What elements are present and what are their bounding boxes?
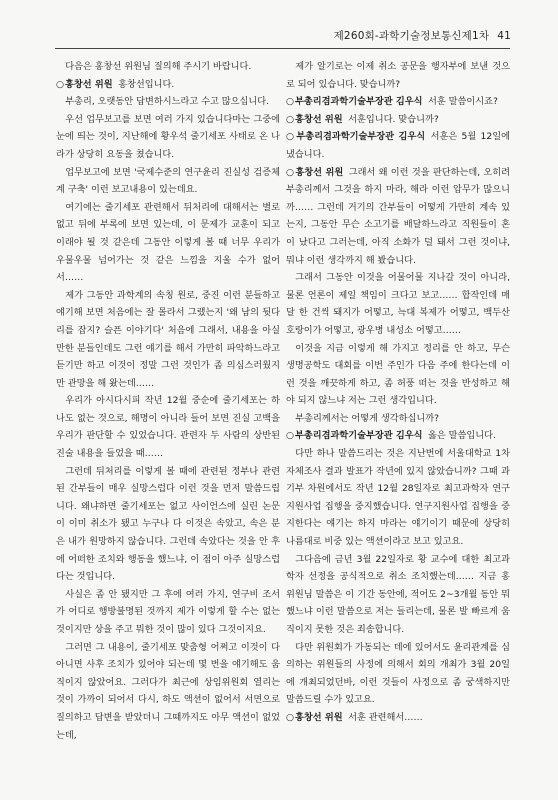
- paragraph-text: 우리가 아시다시피 작년 12월 중순에 줄기세포는 하나도 없는 것으로, 해명이 아니라 들어 보면 진실 고백을 우리가 판단할 수 있었습니다. 관련자 두 사람의 상반된 진술 내용을 들었을 때……: [56, 395, 280, 460]
- speech-text: 서훈 관련해서……: [348, 711, 423, 723]
- speaker-turn: [286, 93, 510, 111]
- speaker-name: 부총리겸과학기술부장관 김우식: [295, 430, 423, 442]
- speech-text: 서훈 말씀이시죠?: [428, 96, 498, 108]
- speaker-turn: [286, 164, 510, 270]
- speaker-name: 부총리겸과학기술부장관 김우식: [296, 131, 426, 143]
- speech-text: 그래서 왜 이런 것을 판단하는데, 오히려 부총리께서 그것을 하지 마라, 해라 이런 압무가 많으니까…… 그런데 거기의 간부들이 어떻게 가만히 계속 있는지, 그동안 무슨 소고기를 배달하느라고 직원들이 혼이 났다고 그러는데, 아직 소화가 덜 돼서 그런 것이냐, 뭐냐 이런 생각까지 해 봤습니다.: [286, 166, 510, 266]
- paragraph-text: 그다음에 금년 3월 22일자로 황 교수에 대한 최고과학자 선정을 공식적으로 취소 조치했는데…… 지금 홍 위원님 말씀은 이 기간 동안에, 적어도 2~3개월 동안 뭐 했느냐 이런 말씀으로 저는 들리는데, 물론 발 빠르게 움직이지 못한 것은 죄송합니다.: [286, 553, 510, 635]
- paragraph-text: 그래서 그동안 이것을 어물어물 지나갈 것이 아니라, 물론 언론이 제일 책임이 크다고 보고…… 합작인데 매달 한 건씩 돼지가 어떻고, 늑대 복제가 어떻고, 백두산 호랑이가 어떻고, 광우병 내성소 어떻고……: [286, 272, 510, 336]
- speaker-marker: ○: [286, 96, 295, 108]
- speaker-name: 홍창선 위원: [295, 113, 343, 125]
- paragraph-text: 부총리, 오랫동안 답변하시느라고 수고 많으십니다.: [65, 96, 270, 108]
- speaker-marker: ○: [56, 78, 65, 90]
- speaker-turn: [286, 128, 510, 163]
- left-column: [56, 58, 280, 744]
- paragraph-text: 업무보고에 보면 '국제수준의 연구윤리 진실성 검증체계 구축' 이런 보고내용이 있는데요.: [56, 166, 280, 196]
- paragraph-text: 이것을 지금 이렇게 해 가지고 정리를 안 하고, 무슨 생명공학도 대회를 이번 주인가 다음 주에 한다는데 이런 것을 깨끗하게 하고, 좀 허풍 떠는 것을 반성하고 해야 되지 않느냐 저는 그런 생각입니다.: [286, 342, 510, 407]
- speaker-marker: ○: [286, 166, 295, 178]
- speech-text: 옳은 말씀입니다.: [428, 430, 496, 442]
- paragraph: [56, 58, 280, 76]
- speaker-name: 홍창선 위원: [295, 166, 344, 178]
- page-header: [334, 28, 511, 43]
- paragraph-text: 다음은 홍창선 위원님 질의해 주시기 바랍니다.: [65, 61, 252, 72]
- right-column: [286, 58, 510, 727]
- paragraph: [286, 58, 510, 93]
- paragraph-text: 사실은 좀 안 됐지만 그 후에 여러 가지, 연구비 조서가 어디로 행방불명된 것까지 제가 이렇게 할 수는 없는 것이지만 상을 주고 뭐한 것이 많이 있다 그것이지요.: [56, 588, 280, 635]
- paragraph: [56, 164, 280, 199]
- speaker-marker: ○: [286, 113, 295, 125]
- paragraph: [286, 445, 510, 551]
- paragraph-text: 그런데 뒤처리를 이렇게 볼 때에 관련된 정부나 관련된 간부들이 매우 실망스럽다 이런 것을 먼저 말씀드립니다. 왜냐하면 줄기세포는 없고 사이언스에 실린 논문이 이미 취소가 됐고 누구나 다 이것은 속았고, 속은 분은 내가 원망하지 않습니다. 그런데 속았다는 것을 안 후에 어떠한 조치와 행동을 했느냐, 이 점이 아주 실망스럽다는 것입니다.: [56, 465, 280, 583]
- paragraph: [56, 392, 280, 462]
- paragraph: [56, 639, 280, 745]
- paragraph-text: 그러면 그 내용이, 줄기세포 맞춤형 어쩌고 이것이 다 아니면 사후 조치가 있어야 되는데 몇 번을 얘기해도 움직이지 않았어요. 그러다가 최근에 상임위원회 열리는 것이 가까이 되어서 다시, 하도 액션이 없어서 서면으로 질의하고 답변을 받았더니 그때까지도 아무 액션이 없었는데,: [56, 641, 280, 741]
- paragraph: [56, 586, 280, 639]
- speaker-name: 홍창선 위원: [295, 711, 343, 723]
- paragraph: [286, 639, 510, 709]
- paragraph: [56, 199, 280, 287]
- paragraph-text: 제가 알기로는 이제 취소 공문을 행자부에 보낸 것으로 되어 있습니다. 맞습니까?: [286, 61, 510, 90]
- speaker-marker: ○: [286, 430, 295, 442]
- speech-text: 서훈은 5월 12일에 냈습니다.: [286, 131, 510, 160]
- paragraph: [286, 340, 510, 410]
- page-number: 41: [497, 30, 511, 42]
- paragraph-text: 다만 하나 말씀드리는 것은 지난번에 서울대학교 1차 자체조사 결과 발표가 작년에 있지 않았습니까? 그때 과기부 차원에서도 작년 12월 28일자로 최고과학자 연구지원사업 집행을 중지했습니다. 연구지원사업 집행을 중지한다는 얘기는 하지 마라는 얘기이기 때문에 상당히 나름대로 비중 있는 액션이라고 보고 있고요.: [286, 448, 510, 548]
- paragraph: [56, 463, 280, 586]
- speaker-turn: [56, 76, 280, 94]
- speaker-turn: [286, 427, 510, 445]
- speech-text: 홍창선입니다.: [118, 78, 175, 90]
- paragraph: [56, 111, 280, 164]
- speaker-turn: [286, 111, 510, 129]
- paragraph-text: 여기에는 줄기세포 관련해서 뒤처리에 대해서는 별로 없고 뒤에 부록에 보면 있는데, 이 문제가 교훈이 되고 이래야 될 것 같은데 그동안 이렇게 볼 때 너무 우리가 우물우물 넘어가는 것 같은 느낌을 지울 수가 없어서……: [56, 201, 280, 284]
- speaker-marker: ○: [286, 711, 295, 723]
- paragraph: [286, 551, 510, 639]
- paragraph: [56, 93, 280, 111]
- paragraph-text: 다만 위원회가 가동되는 데에 있어서도 윤리관계를 심의하는 위원들의 사정에 의해서 회의 개최가 3월 20일에 개최되었던바, 이런 것들이 사정으로 좀 궁색하지만 말씀드릴 수가 있고요.: [286, 641, 510, 706]
- paragraph-text: 우선 업무보고를 보면 여러 가지 있습니다마는 그중에 눈에 띄는 것이, 지난해에 황우석 줄기세포 사태로 온 나라가 상당히 요동을 쳤습니다.: [56, 113, 280, 160]
- paragraph-text: 제가 그동안 과학계의 속칭 원로, 중진 이런 분들하고 얘기해 보면 처음에는 잘 몰라서 그랬는지 '왜 남의 뒷다리를 잡지? 슬픈 이야기다' 처음에 그래서, 내용을 아실 만한 분들인데도 그런 얘기를 해서 가만히 파악하느라고 듣기만 하고 이것이 정말 그런 것인가 좀 의심스러웠지만 관망을 해 왔는데……: [56, 289, 280, 389]
- publication-title: 제260회-과학기술정보통신제1차: [333, 30, 490, 42]
- speaker-name: 홍창선 위원: [65, 78, 113, 90]
- paragraph: [286, 269, 510, 339]
- paragraph: [286, 410, 510, 428]
- speaker-marker: ○: [286, 131, 296, 143]
- paragraph-text: 부총리께서는 어떻게 생각하십니까?: [295, 412, 440, 424]
- paragraph: [56, 287, 280, 393]
- header-rule: [55, 48, 510, 49]
- speaker-name: 부총리겸과학기술부장관 김우식: [295, 96, 423, 108]
- speaker-turn: [286, 709, 510, 727]
- speech-text: 서훈입니다. 맞습니까?: [348, 113, 439, 125]
